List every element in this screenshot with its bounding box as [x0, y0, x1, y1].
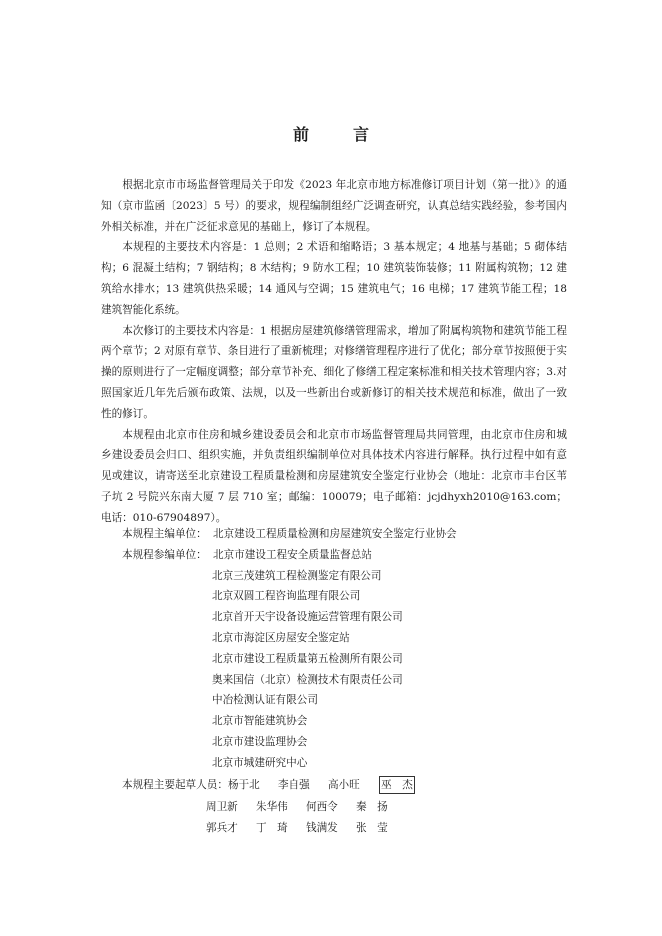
- drafter-row: [101, 818, 571, 840]
- participating-unit: 奥来国信（北京）检测技术有限责任公司: [212, 673, 403, 686]
- drafter-name: 张 莹: [356, 822, 388, 834]
- participating-label: 本规程参编单位：: [122, 548, 207, 561]
- drafter-indent: [101, 797, 206, 819]
- page-title: 前 言: [292, 125, 383, 144]
- participating-unit: 北京市海淀区房屋安全鉴定站: [212, 631, 350, 644]
- participating-unit: 北京双圆工程咨询监理有限公司: [212, 590, 361, 603]
- foreword-body: [101, 175, 567, 529]
- drafter-name: 周卫新: [206, 800, 238, 813]
- drafter-row: [101, 775, 571, 797]
- paragraph-revision-content: 本次修订的主要技术内容是：1 根据房屋建筑修缮管理需求，增加了附属构筑物和建筑节能工程两个章节；2 对原有章节、条目进行了重新梳理；对修缮管理程序进行了优化；部分章节按照便于实操的原则进行了一定幅度调整；部分章节补充、细化了修缮工程定案标准和相关技术管理内容；3.对照国家近几年先后颁布政策、法规，以及一些新出台或新修订的相关技术规范和标准，做出了一致性的修订。: [101, 324, 567, 420]
- drafters-label: 本规程主要起草人员：: [122, 779, 228, 791]
- participating-row: [101, 545, 571, 566]
- participating-unit: 北京市城建研究中心: [212, 756, 308, 769]
- paragraph-management: 本规程由北京市住房和城乡建设委员会和北京市市场监督管理局共同管理，由北京市住房和城乡建设委员会归口、组织实施，并负责组织编制单位对具体技术内容进行解释。执行过程中如有意见或建议，请寄送至北京建设工程质量检测和房屋建筑安全鉴定行业协会（地址：北京市丰台区苇子坑 2 号院兴东南大厦 7 层 710 室；邮编：100079；电子邮箱：jcjdhyxh2010@163.com；电话：010-67904897）。: [101, 428, 567, 524]
- participating-unit: 北京首开天宇设备设施运营管理有限公司: [212, 611, 403, 624]
- drafter-name: 朱华伟: [256, 800, 288, 813]
- participating-unit: 北京市智能建筑协会: [212, 715, 308, 728]
- chief-editor-row: [101, 524, 571, 545]
- drafter-name: 李自强: [277, 779, 310, 791]
- participating-unit: 北京三茂建筑工程检测鉴定有限公司: [212, 569, 382, 582]
- participating-unit: 中冶检测认证有限公司: [212, 694, 318, 707]
- drafter-name-boxed: 巫 杰: [381, 779, 413, 791]
- drafter-name: 何西令: [306, 800, 338, 813]
- drafter-name: 丁 琦: [256, 822, 288, 834]
- drafter-indent: [101, 818, 206, 840]
- chief-editor-label: 本规程主编单位：: [122, 528, 207, 540]
- drafter-name: 高小旺: [327, 779, 360, 791]
- participating-unit: 北京市建设工程质量第五检测所有限公司: [212, 652, 403, 665]
- drafter-name: 秦 扬: [356, 800, 388, 813]
- drafter-name: 钱满发: [306, 822, 338, 834]
- drafter-name: 郭兵才: [206, 822, 238, 834]
- drafter-row: [101, 797, 571, 819]
- participating-unit: 北京市建设监理协会: [212, 735, 308, 748]
- units-section: [101, 524, 571, 774]
- drafter-name: 杨于北: [227, 779, 260, 791]
- drafters-section: [101, 775, 571, 840]
- paragraph-main-content: 本规程的主要技术内容是：1 总则；2 术语和缩略语；3 基本规定；4 地基与基础；5 砌体结构；6 混凝土结构；7 钢结构；8 木结构；9 防水工程；10 建筑装饰装修；11 附属构筑物；12 建筑给水排水；13 建筑供热采暖；14 通风与空调；15 建筑电气；16 电梯；17 建筑节能工程；18 建筑智能化系统。: [101, 241, 567, 316]
- chief-editor-unit: 北京建设工程质量检测和房屋建筑安全鉴定行业协会: [213, 528, 457, 540]
- paragraph-basis: 根据北京市市场监督管理局关于印发《2023 年北京市地方标准修订项目计划（第一批）》的通知（京市监函〔2023〕5 号）的要求，规程编制组经广泛调查研究，认真总结实践经验，参考国内外相关标准，并在广泛征求意见的基础上，修订了本规程。: [101, 179, 567, 233]
- participating-unit: 北京市建设工程安全质量监督总站: [213, 548, 372, 561]
